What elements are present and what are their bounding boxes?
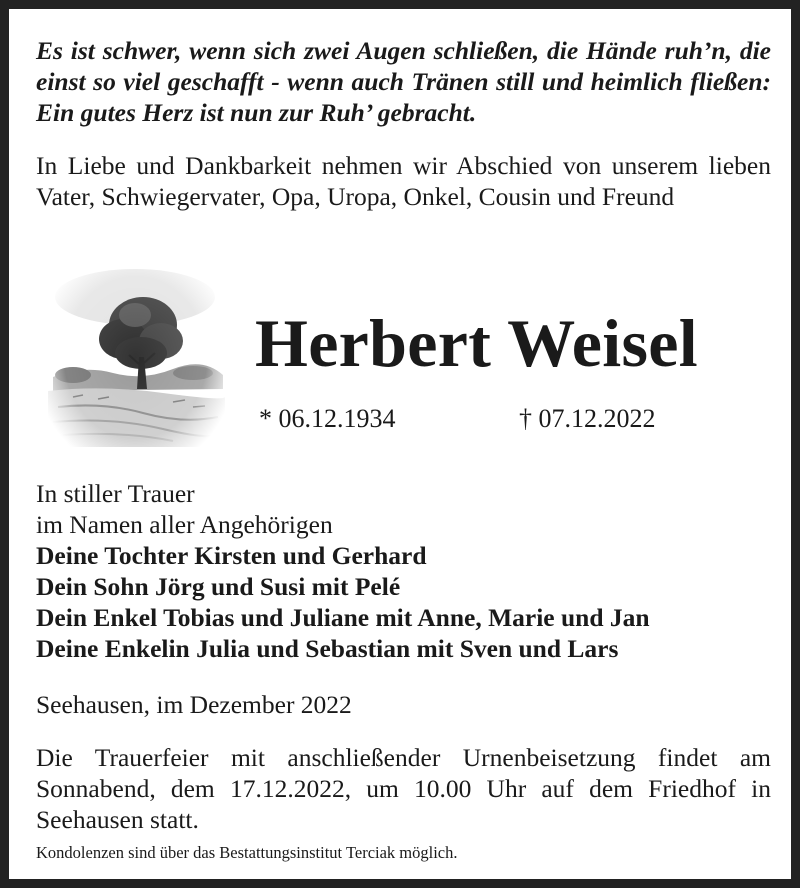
family-member: Deine Enkelin Julia und Sebastian mit Sven und Lars — [36, 634, 619, 663]
memorial-poem: Es ist schwer, wenn sich zwei Augen schließen, die Hände ruh’n, die einst so viel geschafft - wenn auch Tränen still und heimlich fließen: Ein gutes Herz ist nun zur Ruh’ gebracht. — [36, 36, 771, 127]
birth-date: * 06.12.1934 — [259, 404, 396, 433]
mourning-line: In stiller Trauer — [36, 479, 195, 508]
tree-landscape-icon — [43, 257, 228, 467]
family-member: Dein Enkel Tobias und Juliane mit Anne, Marie und Jan — [36, 603, 650, 632]
relatives-line: im Namen aller Angehörigen — [36, 510, 333, 539]
family-member: Deine Tochter Kirsten und Gerhard — [36, 541, 427, 570]
mourners-list — [36, 478, 771, 664]
deceased-name: Herbert Weisel — [255, 305, 698, 381]
family-member: Dein Sohn Jörg und Susi mit Pelé — [36, 572, 401, 601]
place-date: Seehausen, im Dezember 2022 — [36, 690, 352, 719]
condolence-note: Kondolenzen sind über das Bestattungsinstitut Terciak möglich. — [36, 843, 458, 862]
intro-text: In Liebe und Dankbarkeit nehmen wir Abschied von unserem lieben Vater, Schwiegervater, Opa, Uropa, Onkel, Cousin und Freund — [36, 151, 771, 211]
funeral-info: Die Trauerfeier mit anschließender Urnenbeisetzung findet am Sonnabend, dem 17.12.2022, um 10.00 Uhr auf dem Friedhof in Seehausen statt. — [36, 743, 771, 834]
death-date: † 07.12.2022 — [519, 404, 656, 433]
